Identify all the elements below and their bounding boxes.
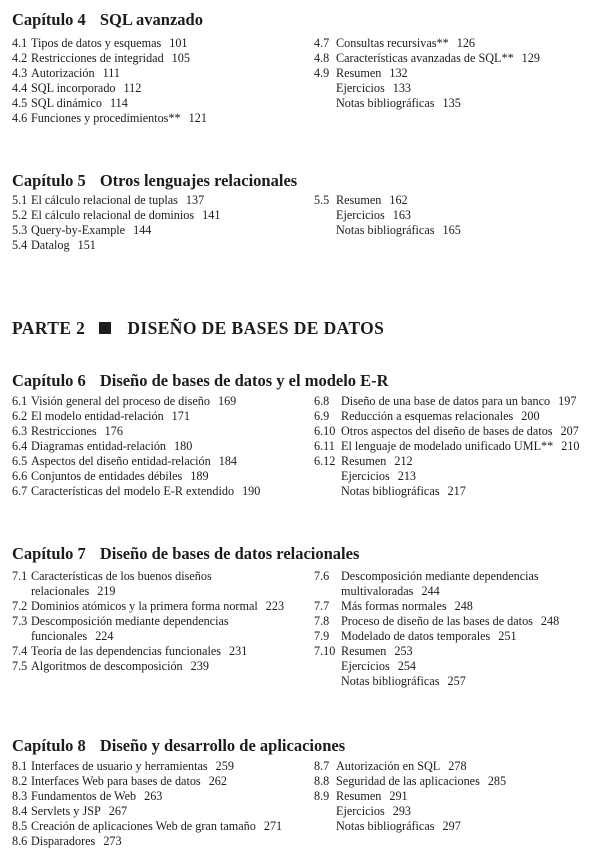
section-title: Fundamentos de Web <box>31 789 137 803</box>
page-number: 135 <box>442 96 461 110</box>
toc-entry <box>314 789 506 804</box>
chapter-label: Capítulo 7 <box>12 544 86 563</box>
page-number: 111 <box>102 66 121 80</box>
toc-entry <box>12 51 207 66</box>
toc-entry <box>314 569 559 584</box>
section-title: Ejercicios <box>336 208 385 222</box>
page-number: 105 <box>171 51 190 65</box>
toc-entry <box>314 394 580 409</box>
section-number: 4.9 <box>314 66 330 80</box>
toc-entry <box>314 424 580 439</box>
section-number: 7.6 <box>314 569 330 583</box>
part-title: DISEÑO DE BASES DE DATOS <box>127 318 385 338</box>
section-number: 7.5 <box>12 659 28 673</box>
chapter-title: Diseño de bases de datos y el modelo E-R <box>99 371 389 390</box>
toc-entry <box>314 819 506 834</box>
page-number: 151 <box>77 238 96 252</box>
page-number: 251 <box>498 629 517 643</box>
section-title: Resumen <box>341 644 387 658</box>
chapter-6-right-column <box>314 394 580 499</box>
section-title: Notas bibliográficas <box>341 484 440 498</box>
section-title: Características del modelo E-R extendido <box>31 484 235 498</box>
chapter-8-heading <box>12 736 345 756</box>
section-number: 8.6 <box>12 834 28 848</box>
chapter-label: Capítulo 5 <box>12 171 86 190</box>
page-number: 144 <box>133 223 152 237</box>
page-number: 207 <box>560 424 579 438</box>
section-title: Disparadores <box>31 834 96 848</box>
section-title: SQL incorporado <box>31 81 116 95</box>
section-title: Interfaces de usuario y herramientas <box>31 759 208 773</box>
section-title: El lenguaje de modelado unificado UML** <box>341 439 554 453</box>
toc-entry <box>314 599 559 614</box>
section-title: Interfaces Web para bases de datos <box>31 774 201 788</box>
chapter-label: Capítulo 6 <box>12 371 86 390</box>
chapter-5-left-column <box>12 193 220 253</box>
section-title: Autorización en SQL <box>336 759 441 773</box>
toc-entry <box>12 834 282 849</box>
toc-entry <box>12 789 282 804</box>
chapter-7-right-column <box>314 569 559 689</box>
section-number: 5.2 <box>12 208 28 222</box>
toc-entry <box>12 759 282 774</box>
section-number: 4.5 <box>12 96 28 110</box>
toc-entry <box>314 644 559 659</box>
toc-entry <box>12 774 282 789</box>
toc-entry <box>12 804 282 819</box>
page-number: 200 <box>521 409 540 423</box>
toc-entry <box>314 66 540 81</box>
chapter-title: Diseño de bases de datos relacionales <box>99 544 360 563</box>
section-title: Funciones y procedimientos** <box>31 111 181 125</box>
page-number: 285 <box>487 774 507 788</box>
chapter-4-right-column <box>314 36 540 111</box>
section-title: Restricciones <box>31 424 97 438</box>
section-number: 8.1 <box>12 759 28 773</box>
toc-entry <box>12 424 260 439</box>
page-number: 267 <box>108 804 128 818</box>
section-number: 8.8 <box>314 774 330 788</box>
section-title: Query-by-Example <box>31 223 126 237</box>
section-number <box>314 223 336 238</box>
page-number: 165 <box>442 223 461 237</box>
page-number: 114 <box>109 96 128 110</box>
toc-entry <box>12 819 282 834</box>
section-number: 7.7 <box>314 599 330 613</box>
section-number: 6.11 <box>314 439 335 453</box>
page-number: 217 <box>447 484 466 498</box>
section-title: Algoritmos de descomposición <box>31 659 183 673</box>
page-number: 129 <box>521 51 540 65</box>
section-title: Proceso de diseño de las bases de datos <box>341 614 533 628</box>
toc-entry <box>12 454 260 469</box>
chapter-title: SQL avanzado <box>99 10 203 29</box>
page-number: 248 <box>454 599 473 613</box>
chapter-4-heading <box>12 10 203 30</box>
chapter-4-left-column <box>12 36 207 126</box>
page-number: 180 <box>174 439 193 453</box>
page-number: 162 <box>389 193 408 207</box>
toc-entry <box>12 644 284 659</box>
page-number: 112 <box>123 81 142 95</box>
section-title: Aspectos del diseño entidad-relación <box>31 454 211 468</box>
toc-entry <box>314 223 461 238</box>
toc-entry <box>314 193 461 208</box>
page-number: 101 <box>169 36 188 50</box>
section-title: Autorización <box>31 66 95 80</box>
section-number: 7.2 <box>12 599 28 613</box>
section-number: 6.7 <box>12 484 28 498</box>
toc-entry <box>314 774 506 789</box>
toc-entry <box>314 584 559 599</box>
section-title: Conjuntos de entidades débiles <box>31 469 183 483</box>
page-number: 176 <box>104 424 123 438</box>
page-number: 224 <box>95 629 114 643</box>
toc-entry <box>314 454 580 469</box>
section-title: El cálculo relacional de dominios <box>31 208 195 222</box>
section-title: SQL dinámico <box>31 96 102 110</box>
toc-entry <box>314 469 580 484</box>
section-number: 4.1 <box>12 36 28 50</box>
section-number: 4.8 <box>314 51 330 65</box>
section-number: 8.9 <box>314 789 330 803</box>
page-number: 141 <box>202 208 221 222</box>
toc-entry <box>12 223 220 238</box>
section-number: 6.3 <box>12 424 28 438</box>
toc-entry <box>12 36 207 51</box>
section-title: Ejercicios <box>336 804 385 818</box>
toc-entry <box>314 484 580 499</box>
toc-entry <box>12 193 220 208</box>
section-number <box>314 469 341 484</box>
toc-entry <box>12 66 207 81</box>
toc-entry <box>12 569 284 584</box>
section-title: Ejercicios <box>341 469 390 483</box>
section-number <box>314 804 336 819</box>
section-title: Datalog <box>31 238 70 252</box>
section-title: Otros aspectos del diseño de bases de datos <box>341 424 553 438</box>
section-title: Notas bibliográficas <box>336 96 435 110</box>
section-number: 6.4 <box>12 439 28 453</box>
page-number: 163 <box>392 208 412 222</box>
toc-entry <box>314 439 580 454</box>
page-number: 184 <box>218 454 237 468</box>
section-number <box>314 659 341 674</box>
page-number: 253 <box>394 644 413 658</box>
toc-entry <box>314 51 540 66</box>
section-number: 4.6 <box>12 111 28 125</box>
page-number: 278 <box>448 759 467 773</box>
section-title: Visión general del proceso de diseño <box>31 394 210 408</box>
toc-entry <box>12 238 220 253</box>
page-number: 219 <box>97 584 116 598</box>
toc-entry <box>12 659 284 674</box>
page-number: 171 <box>171 409 190 423</box>
chapter-label: Capítulo 4 <box>12 10 86 29</box>
section-title: Notas bibliográficas <box>336 223 435 237</box>
section-number: 6.1 <box>12 394 28 408</box>
page-number: 248 <box>540 614 560 628</box>
page-number: 293 <box>392 804 412 818</box>
section-title: Seguridad de las aplicaciones <box>336 774 480 788</box>
page-number: 239 <box>190 659 209 673</box>
toc-entry <box>12 81 207 96</box>
section-number: 7.10 <box>314 644 336 658</box>
section-title: Consultas recursivas** <box>336 36 449 50</box>
section-number: 5.3 <box>12 223 28 237</box>
toc-entry <box>12 394 260 409</box>
part-heading <box>12 317 384 339</box>
section-title: Ejercicios <box>336 81 385 95</box>
chapter-7-heading <box>12 544 359 564</box>
chapter-5-right-column <box>314 193 461 238</box>
section-title: Diagramas entidad-relación <box>31 439 167 453</box>
section-number: 5.5 <box>314 193 330 207</box>
section-number <box>12 629 31 644</box>
section-title: relacionales <box>31 584 90 598</box>
section-title: Resumen <box>336 789 382 803</box>
toc-entry <box>12 409 260 424</box>
section-number: 6.9 <box>314 409 330 423</box>
section-number <box>314 819 336 834</box>
section-number: 7.1 <box>12 569 28 583</box>
page-number: 121 <box>188 111 207 125</box>
section-title: Tipos de datos y esquemas <box>31 36 162 50</box>
section-title: Resumen <box>336 193 382 207</box>
toc-entry <box>314 36 540 51</box>
section-title: funcionales <box>31 629 88 643</box>
section-number: 6.12 <box>314 454 336 468</box>
chapter-6-left-column <box>12 394 260 499</box>
section-title: Dominios atómicos y la primera forma normal <box>31 599 258 613</box>
chapter-8-left-column <box>12 759 282 849</box>
page-number: 271 <box>263 819 283 833</box>
section-title: El modelo entidad-relación <box>31 409 164 423</box>
part-label: PARTE 2 <box>12 318 86 338</box>
section-number: 5.1 <box>12 193 28 207</box>
section-title: Más formas normales <box>341 599 447 613</box>
section-number: 8.3 <box>12 789 28 803</box>
page-number: 257 <box>447 674 466 688</box>
page-number: 189 <box>190 469 209 483</box>
toc-entry <box>314 659 559 674</box>
chapter-label: Capítulo 8 <box>12 736 86 755</box>
page-number: 169 <box>217 394 237 408</box>
toc-entry <box>12 208 220 223</box>
toc-entry <box>12 469 260 484</box>
section-title: Restricciones de integridad <box>31 51 164 65</box>
section-number <box>12 584 31 599</box>
toc-entry <box>314 674 559 689</box>
chapter-6-heading <box>12 371 389 391</box>
page-number: 132 <box>389 66 408 80</box>
page-number: 190 <box>242 484 261 498</box>
page-number: 254 <box>397 659 417 673</box>
section-number: 8.4 <box>12 804 28 818</box>
page-number: 259 <box>215 759 234 773</box>
section-number <box>314 584 341 599</box>
toc-entry <box>314 409 580 424</box>
section-title: El cálculo relacional de tuplas <box>31 193 178 207</box>
page-number: 212 <box>394 454 413 468</box>
toc-entry <box>12 111 207 126</box>
section-number <box>314 674 341 689</box>
toc-entry <box>12 96 207 111</box>
section-number: 6.2 <box>12 409 28 423</box>
section-number: 4.2 <box>12 51 28 65</box>
section-title: multivaloradas <box>341 584 414 598</box>
section-title: Ejercicios <box>341 659 390 673</box>
page-number: 126 <box>456 36 475 50</box>
section-title: Reducción a esquemas relacionales <box>341 409 514 423</box>
section-number: 8.5 <box>12 819 28 833</box>
toc-entry <box>12 484 260 499</box>
section-number: 8.7 <box>314 759 330 773</box>
page-number: 262 <box>208 774 227 788</box>
toc-entry <box>12 599 284 614</box>
page-number: 263 <box>144 789 163 803</box>
section-title: Resumen <box>336 66 382 80</box>
section-title: Características avanzadas de SQL** <box>336 51 514 65</box>
section-number: 4.4 <box>12 81 28 95</box>
section-number <box>314 96 336 111</box>
section-title: Descomposición mediante dependencias <box>31 614 229 628</box>
page-number: 297 <box>442 819 461 833</box>
square-bullet-icon <box>99 322 111 334</box>
toc-entry <box>314 208 461 223</box>
toc-entry <box>314 96 540 111</box>
section-number: 7.8 <box>314 614 330 628</box>
section-title: Características de los buenos diseños <box>31 569 212 583</box>
section-number: 5.4 <box>12 238 28 252</box>
section-title: Diseño de una base de datos para un banco <box>341 394 551 408</box>
section-number <box>314 81 336 96</box>
chapter-title: Diseño y desarrollo de aplicaciones <box>99 736 346 755</box>
page-number: 213 <box>397 469 417 483</box>
section-number: 7.9 <box>314 629 330 643</box>
page-number: 197 <box>558 394 577 408</box>
toc-entry <box>12 584 284 599</box>
chapter-title: Otros lenguajes relacionales <box>99 171 298 190</box>
section-number <box>314 208 336 223</box>
page-number: 231 <box>229 644 248 658</box>
page-number: 244 <box>421 584 440 598</box>
page-number: 273 <box>103 834 122 848</box>
section-number: 6.5 <box>12 454 28 468</box>
section-title: Modelado de datos temporales <box>341 629 491 643</box>
chapter-8-right-column <box>314 759 506 834</box>
section-number: 6.8 <box>314 394 330 408</box>
section-title: Creación de aplicaciones Web de gran tamaño <box>31 819 256 833</box>
page-number: 137 <box>185 193 205 207</box>
section-number: 4.7 <box>314 36 330 50</box>
toc-entry <box>12 629 284 644</box>
page-number: 133 <box>392 81 412 95</box>
section-number: 4.3 <box>12 66 28 80</box>
chapter-5-heading <box>12 171 297 191</box>
section-title: Notas bibliográficas <box>341 674 440 688</box>
toc-entry <box>314 629 559 644</box>
toc-entry <box>314 804 506 819</box>
section-title: Descomposición mediante dependencias <box>341 569 539 583</box>
toc-entry <box>314 759 506 774</box>
section-number: 7.3 <box>12 614 28 628</box>
section-title: Notas bibliográficas <box>336 819 435 833</box>
chapter-7-left-column <box>12 569 284 674</box>
toc-entry <box>12 439 260 454</box>
section-number: 7.4 <box>12 644 28 658</box>
section-number: 6.6 <box>12 469 28 483</box>
page-number: 210 <box>561 439 580 453</box>
page-number: 291 <box>389 789 408 803</box>
section-number <box>314 484 341 499</box>
toc-entry <box>12 614 284 629</box>
section-number: 6.10 <box>314 424 336 438</box>
section-number: 8.2 <box>12 774 28 788</box>
section-title: Resumen <box>341 454 387 468</box>
page-number: 223 <box>265 599 285 613</box>
toc-entry <box>314 81 540 96</box>
section-title: Servlets y JSP <box>31 804 101 818</box>
section-title: Teoría de las dependencias funcionales <box>31 644 222 658</box>
toc-entry <box>314 614 559 629</box>
